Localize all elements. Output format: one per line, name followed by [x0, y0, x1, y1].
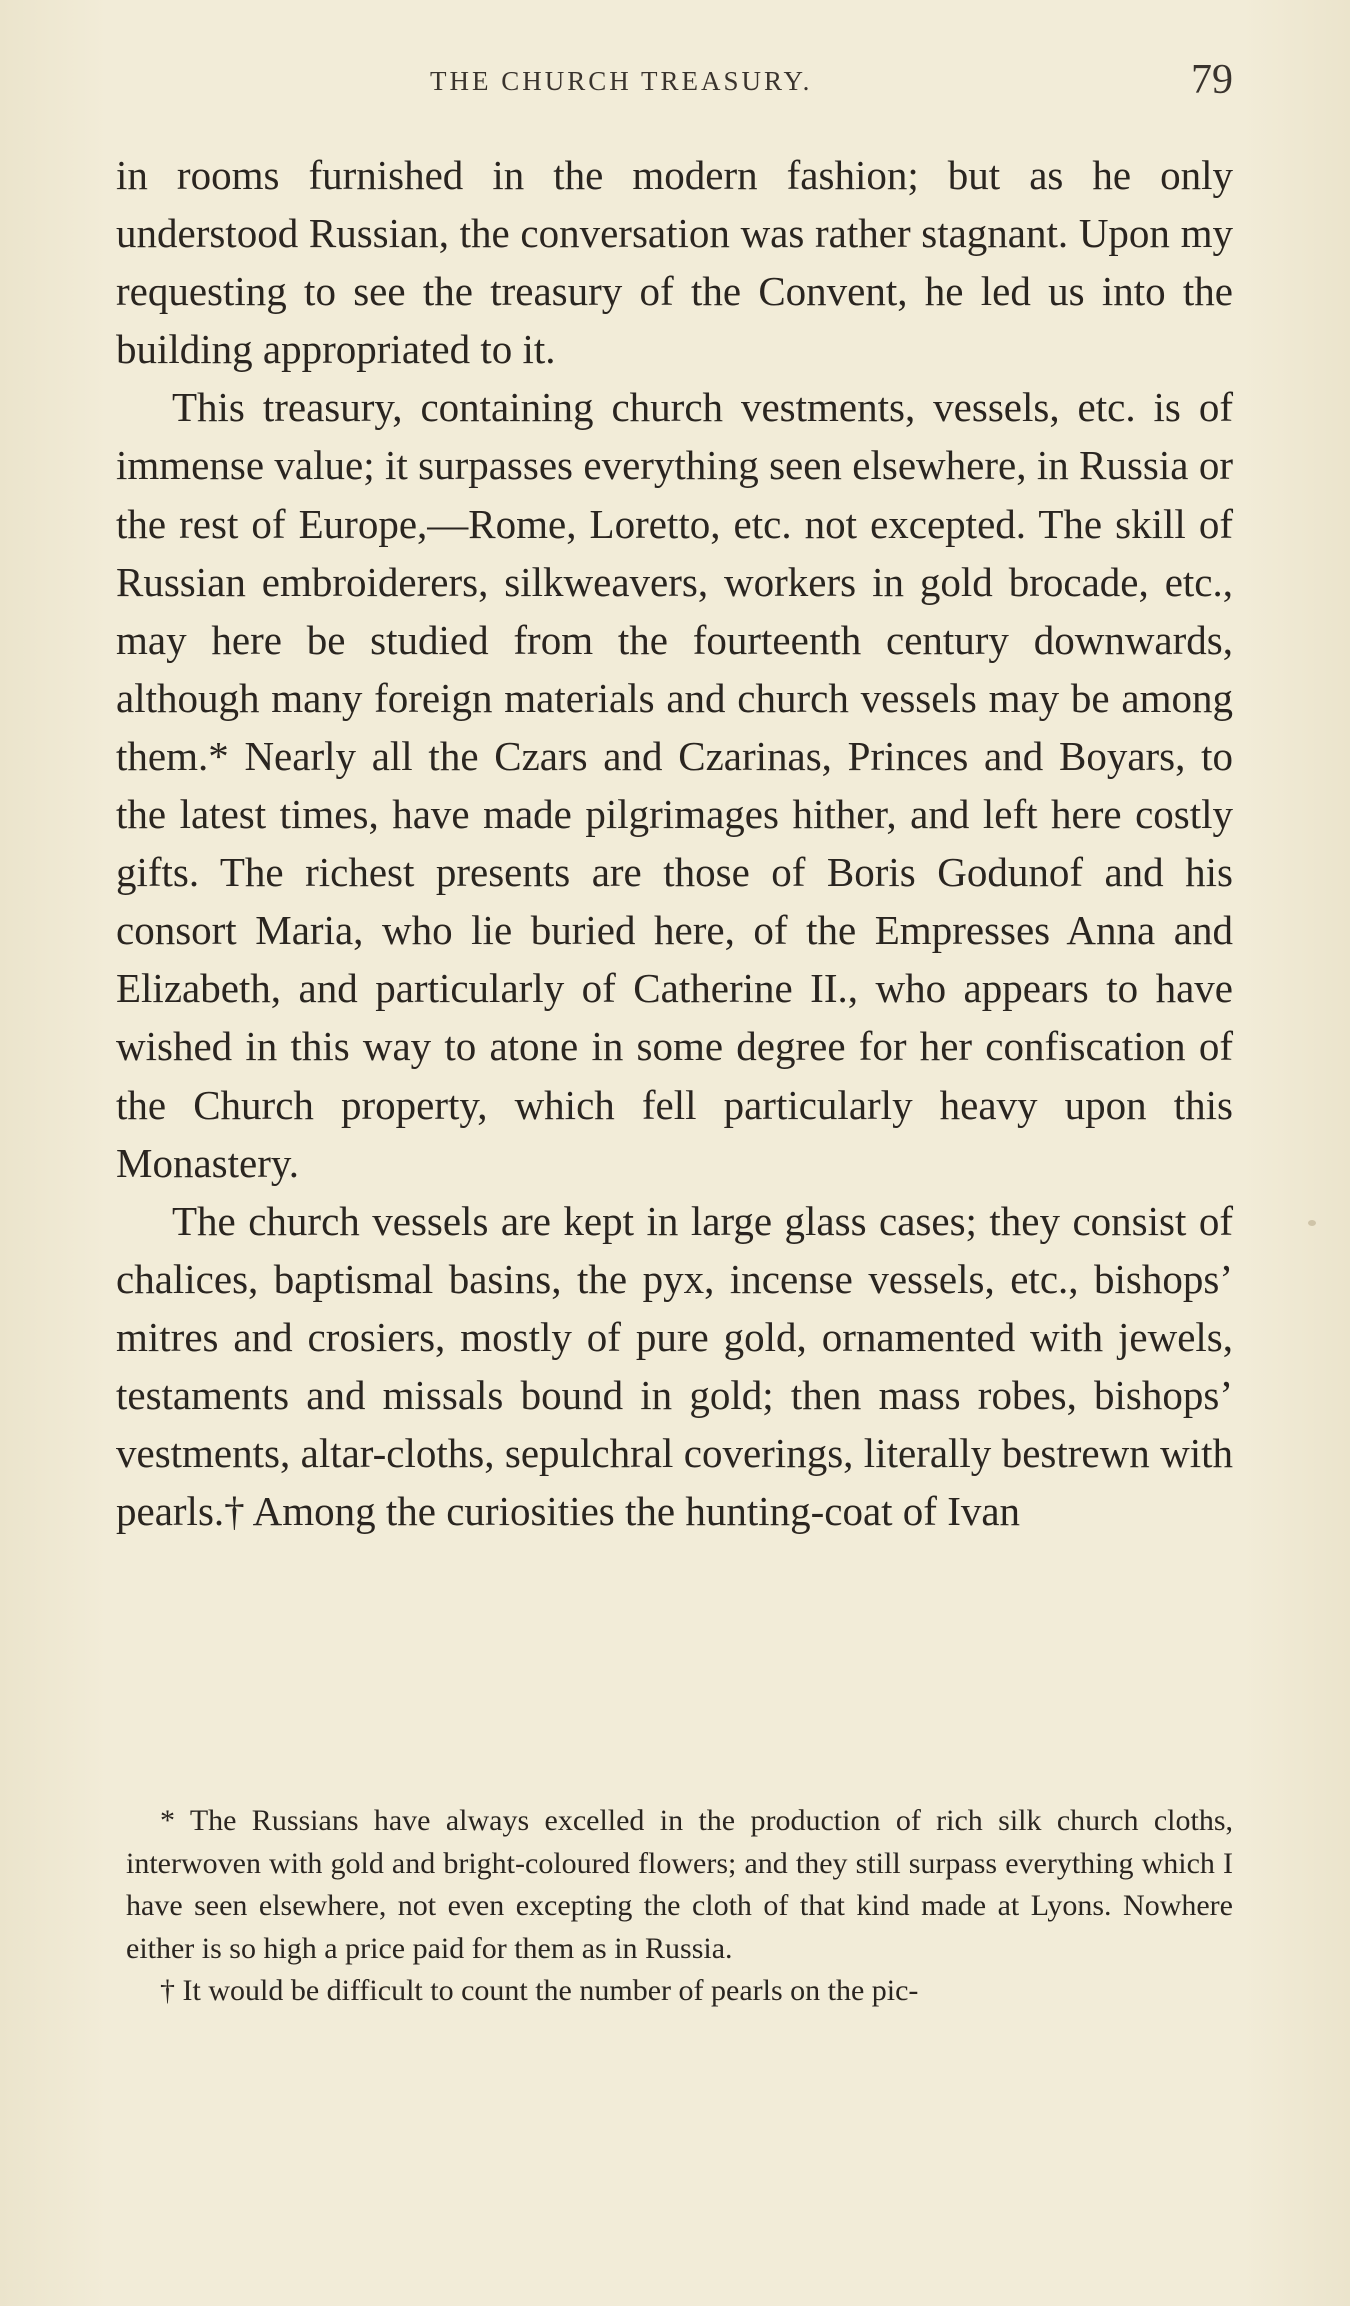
page-header: [130, 56, 1233, 106]
body-text: [116, 146, 1233, 1540]
running-title: THE CHURCH TREASURY.: [430, 66, 813, 96]
footnote-asterisk: * The Russians have always excelled in the production of rich silk church cloths, interwoven with gold and bright-coloured flowers; and they still surpass everything which I have seen elsewhere, not even excepting the cloth of that kind made at Lyons. Nowhere either is so high a price paid for them as in Russia.: [126, 1804, 1233, 1965]
paragraph-church-vessels: The church vessels are kept in large glass cases; they consist of chalices, baptismal basins, the pyx, incense vessels, etc., bishops’ mitres and crosiers, mostly of pure gold, ornamented with jewels, testaments and missals bound in gold; then mass robes, bishops’ vestments, altar-cloths, sepulchral coverings, literally bestrewn with pearls.† Among the curiosities the hunting-coat of Ivan: [116, 1197, 1233, 1535]
margin-speck: [1308, 1220, 1316, 1226]
page-number: 79: [1191, 57, 1233, 103]
footnotes: [126, 1800, 1233, 2013]
paragraph-treasury: This treasury, containing church vestments, vessels, etc. is of immense value; it surpasses everything seen elsewhere, in Russia or the rest of Europe,—Rome, Loretto, etc. not excepted. The skill of Russian embroiderers, silkweavers, workers in gold brocade, etc., may here be studied from the fourteenth century downwards, although many foreign materials and church vessels may be among them.* Nearly all the Czars and Czarinas, Princes and Boyars, to the latest times, have made pilgrimages hither, and left here costly gifts. The richest presents are those of Boris Godunof and his consort Maria, who lie buried here, of the Empresses Anna and Elizabeth, and particularly of Catherine II., who appears to have wished in this way to atone in some degree for her confiscation of the Church property, which fell particularly heavy upon this Monastery.: [116, 384, 1233, 1186]
paragraph-continued: in rooms furnished in the modern fashion; but as he only understood Russian, the conversation was rather stagnant. Upon my requesting to see the treasury of the Convent, he led us into the building appropriated to it.: [116, 152, 1233, 373]
footnote-dagger: † It would be difficult to count the number of pearls on the pic-: [160, 1974, 919, 2008]
